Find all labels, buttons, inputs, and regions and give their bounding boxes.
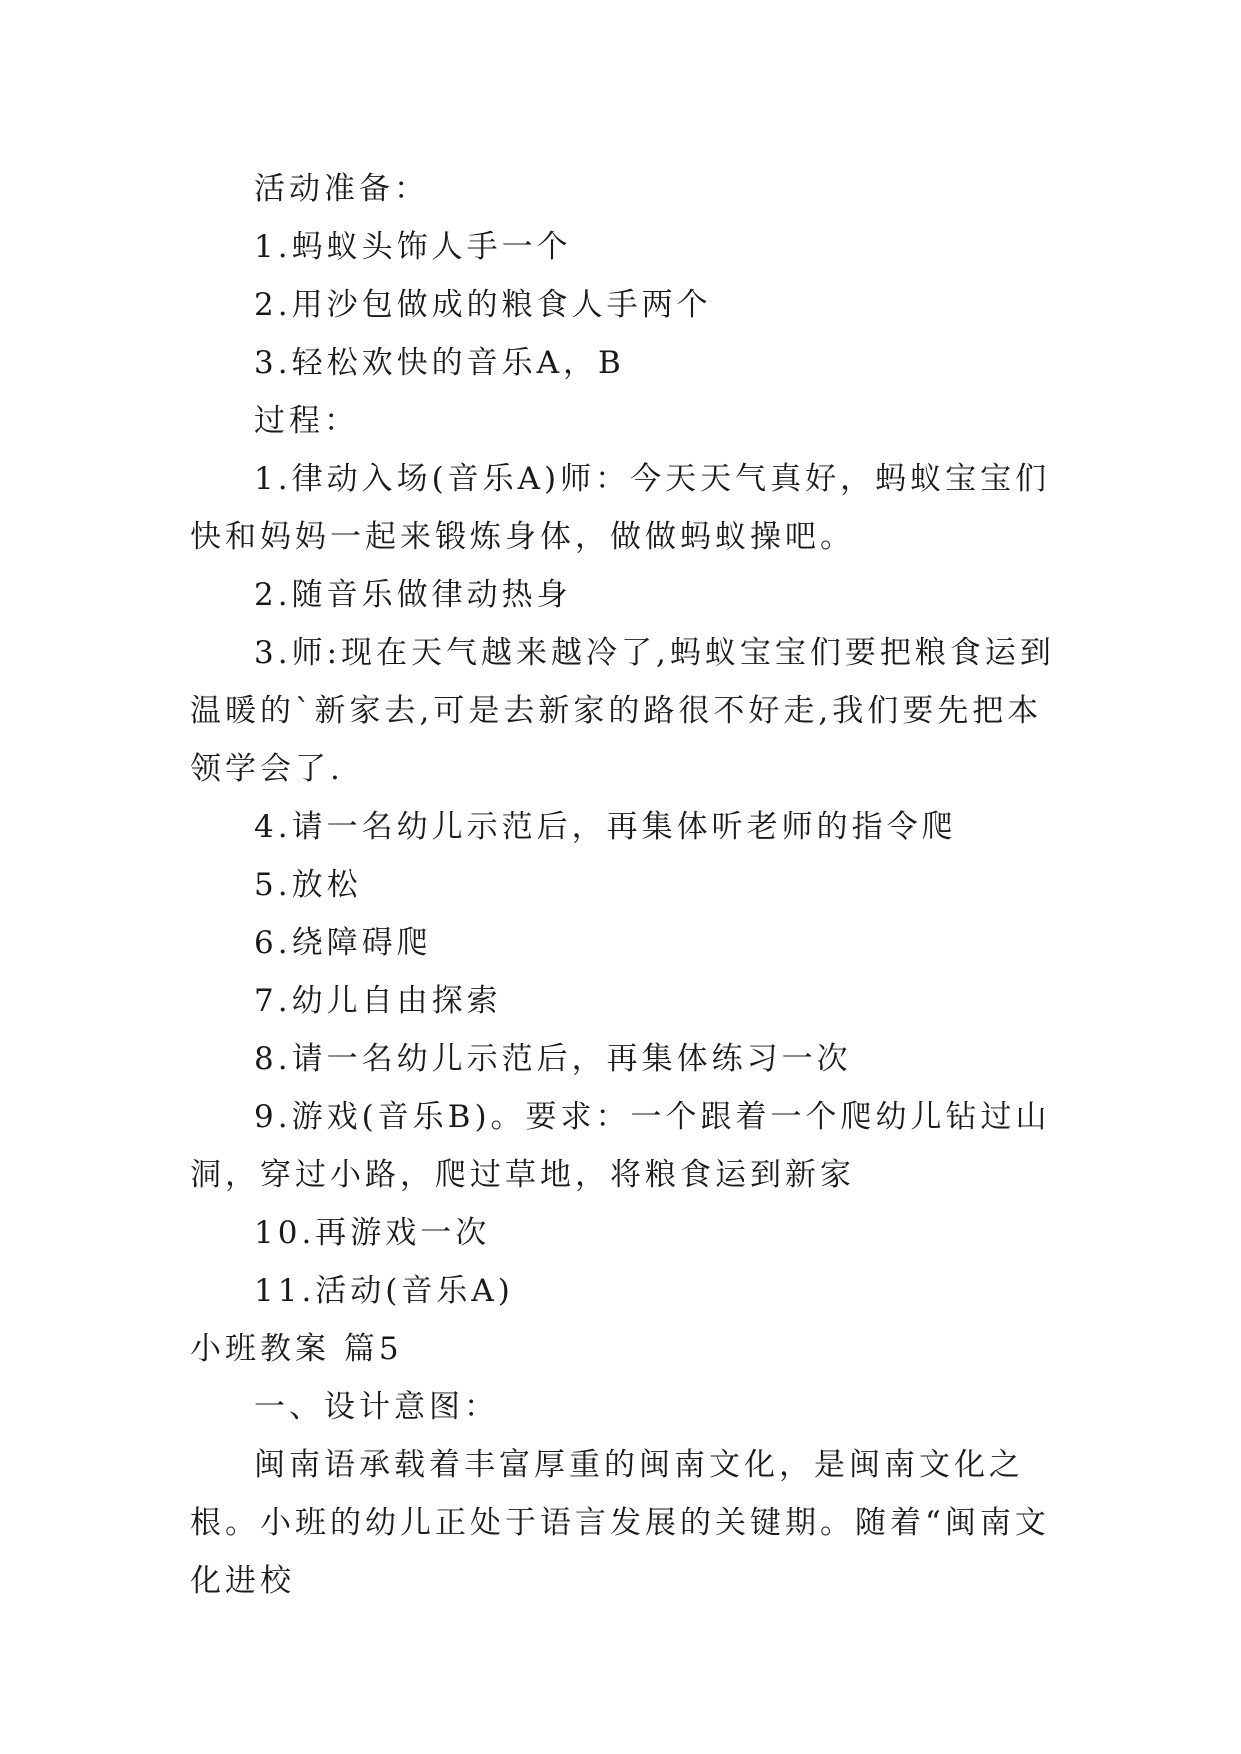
paragraph-step-9: 9.游戏(音乐B)。要求：一个跟着一个爬幼儿钻过山洞，穿过小路，爬过草地，将粮食运到新家 — [190, 1099, 1051, 1193]
paragraph-step-8: 8.请一名幼儿示范后，再集体练习一次 — [254, 1041, 852, 1077]
paragraph-prep-item-2: 2.用沙包做成的粮食人手两个 — [254, 287, 712, 323]
paragraph-step-7: 7.幼儿自由探索 — [254, 983, 502, 1019]
document-body — [190, 160, 1070, 1610]
paragraph-process-heading: 过程： — [254, 403, 359, 439]
paragraph-step-10: 10.再游戏一次 — [254, 1215, 491, 1251]
paragraph-step-5: 5.放松 — [254, 867, 362, 903]
paragraph-prep-item-3: 3.轻松欢快的音乐A，B — [254, 345, 625, 381]
paragraph-prep-item-1: 1.蚂蚁头饰人手一个 — [254, 229, 572, 265]
paragraph-step-2: 2.随音乐做律动热身 — [254, 577, 572, 613]
paragraph-design-intent-body: 闽南语承载着丰富厚重的闽南文化，是闽南文化之根。小班的幼儿正处于语言发展的关键期。随着“闽南文化进校 — [190, 1447, 1050, 1599]
paragraph-step-1: 1.律动入场(音乐A)师：今天天气真好，蚂蚁宝宝们快和妈妈一起来锻炼身体，做做蚂蚁操吧。 — [190, 461, 1051, 555]
paragraph-design-intent-heading: 一、设计意图： — [254, 1389, 499, 1425]
paragraph-step-11: 11.活动(音乐A) — [254, 1273, 514, 1309]
paragraph-step-3: 3.师:现在天气越来越冷了,蚂蚁宝宝们要把粮食运到温暖的`新家去,可是去新家的路很不好走,我们要先把本领学会了. — [190, 635, 1055, 787]
paragraph-step-6: 6.绕障碍爬 — [254, 925, 432, 961]
paragraph-step-4: 4.请一名幼儿示范后，再集体听老师的指令爬 — [254, 809, 957, 845]
section-title: 小班教案 篇5 — [190, 1331, 403, 1367]
paragraph-activity-preparation-heading: 活动准备： — [254, 171, 429, 207]
